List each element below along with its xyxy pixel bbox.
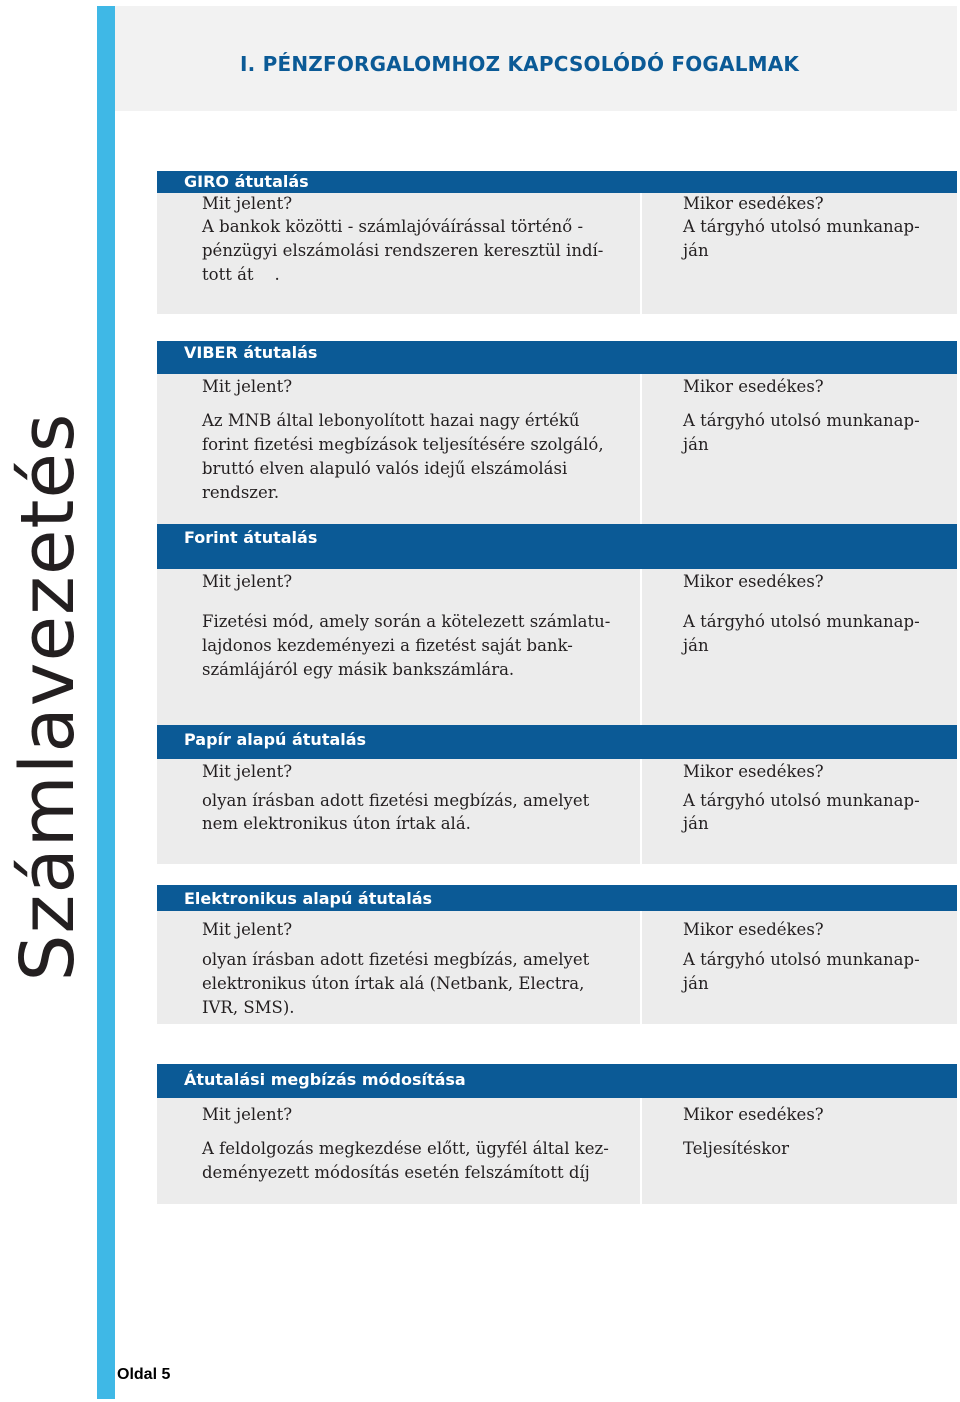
side-accent-bar <box>97 6 115 1399</box>
mit-jelent-label: Mit jelent? <box>202 1105 293 1124</box>
mit-jelent-line: A bankok közötti - számlajóváírással történő - <box>202 217 584 236</box>
mit-jelent-line: nem elektronikus úton írtak alá. <box>202 814 471 833</box>
mikor-esedekes-line: ján <box>683 435 709 454</box>
page-title: I. PÉNZFORGALOMHOZ KAPCSOLÓDÓ FOGALMAK <box>240 52 800 76</box>
mit-jelent-line: forint fizetési megbízások teljesítésére szolgáló, <box>202 435 604 454</box>
mikor-esedekes-line: A tárgyhó utolsó munkanap- <box>683 791 920 810</box>
mit-jelent-line: Fizetési mód, amely során a kötelezett számlatu- <box>202 612 611 631</box>
mikor-esedekes-line: ján <box>683 241 709 260</box>
mit-jelent-line: deményezett módosítás esetén felszámított díj <box>202 1163 590 1182</box>
section-title: Papír alapú átutalás <box>184 730 367 749</box>
mikor-esedekes-label: Mikor esedékes? <box>683 194 824 213</box>
page-number: Oldal 5 <box>117 1366 171 1383</box>
mit-jelent-line: rendszer. <box>202 483 280 502</box>
mit-jelent-line: pénzügyi elszámolási rendszeren keresztül indí- <box>202 241 604 260</box>
mikor-esedekes-line: A tárgyhó utolsó munkanap- <box>683 612 920 631</box>
column-divider <box>640 341 642 864</box>
mit-jelent-label: Mit jelent? <box>202 194 293 213</box>
mit-jelent-line: bruttó elven alapuló valós idejű elszámolási <box>202 459 568 478</box>
section-title: Forint átutalás <box>184 528 318 547</box>
mit-jelent-line: számlájáról egy másik bankszámlára. <box>202 660 515 679</box>
section-vertical-title: Számlavezetés <box>5 412 91 982</box>
mikor-esedekes-line: A tárgyhó utolsó munkanap- <box>683 411 920 430</box>
mikor-esedekes-line: ján <box>683 974 709 993</box>
mit-jelent-line: A feldolgozás megkezdése előtt, ügyfél által kez- <box>202 1139 609 1158</box>
mit-jelent-line: Az MNB által lebonyolított hazai nagy értékű <box>202 411 580 430</box>
mikor-esedekes-label: Mikor esedékes? <box>683 572 824 591</box>
mit-jelent-label: Mit jelent? <box>202 920 293 939</box>
mikor-esedekes-label: Mikor esedékes? <box>683 1105 824 1124</box>
mit-jelent-line: elektronikus úton írtak alá (Netbank, Electra, <box>202 974 585 993</box>
mit-jelent-label: Mit jelent? <box>202 377 293 396</box>
section-title: GIRO átutalás <box>184 172 309 191</box>
mikor-esedekes-line: A tárgyhó utolsó munkanap- <box>683 217 920 236</box>
mikor-esedekes-label: Mikor esedékes? <box>683 377 824 396</box>
mit-jelent-line: tott át . <box>202 265 280 284</box>
mit-jelent-label: Mit jelent? <box>202 762 293 781</box>
mikor-esedekes-line: ján <box>683 636 709 655</box>
mit-jelent-line: olyan írásban adott fizetési megbízás, amelyet <box>202 950 590 969</box>
section-title: Átutalási megbízás módosítása <box>184 1070 466 1089</box>
mikor-esedekes-line: A tárgyhó utolsó munkanap- <box>683 950 920 969</box>
mikor-esedekes-label: Mikor esedékes? <box>683 762 824 781</box>
mit-jelent-line: lajdonos kezdeményezi a fizetést saját bank- <box>202 636 573 655</box>
mikor-esedekes-line: ján <box>683 814 709 833</box>
section-title: Elektronikus alapú átutalás <box>184 889 433 908</box>
mit-jelent-label: Mit jelent? <box>202 572 293 591</box>
section-title: VIBER átutalás <box>184 343 318 362</box>
mikor-esedekes-line: Teljesítéskor <box>683 1139 790 1158</box>
mit-jelent-line: IVR, SMS). <box>202 998 295 1017</box>
mit-jelent-line: olyan írásban adott fizetési megbízás, amelyet <box>202 791 590 810</box>
mikor-esedekes-label: Mikor esedékes? <box>683 920 824 939</box>
